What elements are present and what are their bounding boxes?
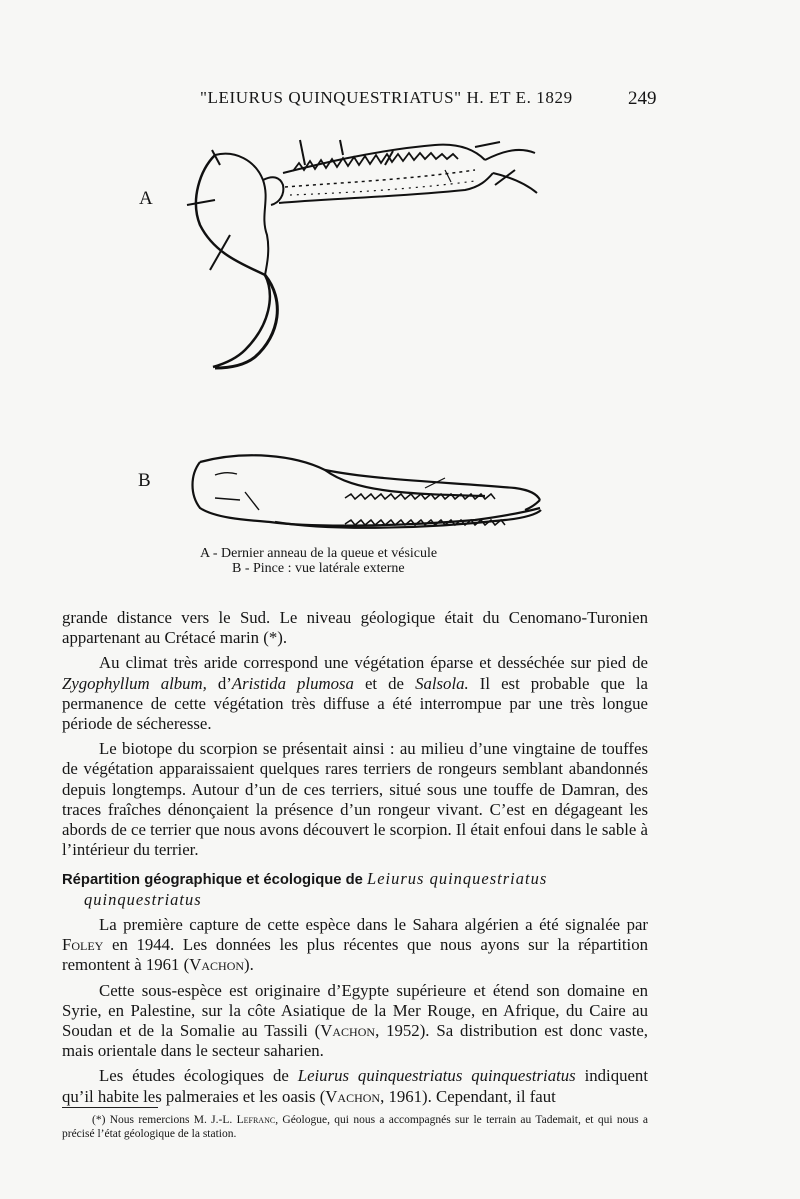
running-title: "LEIURUS QUINQUESTRIATUS" H. ET E. 1829 xyxy=(200,88,573,107)
section-heading xyxy=(62,869,662,910)
figure-label-b: B xyxy=(138,470,151,491)
taxon-aristida: Aristida plumosa xyxy=(231,673,354,693)
section-heading-bold: Répartition géographique et écologique de xyxy=(62,872,363,888)
author-foley: Foley xyxy=(62,935,104,955)
figure-caption xyxy=(200,546,550,576)
taxon-salsola: Salsola. xyxy=(415,673,469,693)
paragraph-first-capture: La première capture de cette espèce dans le Sahara algérien a été signalée par Foley en 1944. Les données les plus récentes que nous ayons sur la répartition remontent à 1961 (Vachon). xyxy=(62,915,648,975)
figure-b-pincer-drawing xyxy=(185,450,545,540)
paragraph-continuation: grande distance vers le Sud. Le niveau géologique était du Cenomano-Turonien appartenant au Crétacé marin (*). xyxy=(62,608,648,648)
footnote: (*) Nous remercions M. J.-L. Lefranc, Géologue, qui nous a accompagnés sur le terrain au Tademait, et qui nous a précisé l’état géologique de la station. xyxy=(62,1114,648,1140)
running-head xyxy=(0,88,800,118)
page-number: 249 xyxy=(628,88,657,109)
taxon-zygophyllum: Zygophyllum album, xyxy=(62,673,207,693)
paragraph-vegetation: Au climat très aride correspond une végétation éparse et desséchée sur pied de Zygophyllum album, d’Aristida plumosa et de Salsola. Il est probable que la permanence de cette végétation très diffuse a été interrompue par une très longue période de sécheresse. xyxy=(62,653,648,734)
author-vachon: Vachon xyxy=(189,955,245,975)
body-text-distribution xyxy=(62,915,648,1112)
footnote-name: Lefranc xyxy=(236,1114,276,1126)
paragraph-biotope: Le biotope du scorpion se présentait ainsi : au milieu d’une vingtaine de touffes de végétation apparaissaient quelques rares terriers de rongeurs semblant abandonnés depuis longtemps. Autour d’un de ces terriers, situé sous une touffe de Damran, des traces fraîches dénonçaient la présence d’un rongeur vivant. C’est en dégageant les abords de ce terrier que nous avons découvert le scorpion. Il était enfoui dans le sable à l’intérieur du terrier. xyxy=(62,739,648,860)
footnote-divider xyxy=(62,1107,158,1108)
body-text-biotope xyxy=(62,608,648,865)
author-vachon: Vachon xyxy=(320,1021,376,1041)
figure-a-tail-segment-drawing xyxy=(175,125,545,370)
author-vachon: Vachon xyxy=(325,1086,381,1106)
figure-label-a: A xyxy=(139,188,153,209)
paragraph-ecology: Les études écologiques de Leiurus quinquestriatus quinquestriatus indiquent qu’il habite les palmeraies et les oasis (Vachon, 1961). Cependant, il faut xyxy=(62,1066,648,1106)
caption-a: A - Dernier anneau de la queue et vésicule xyxy=(200,546,438,561)
taxon-leiurus: Leiurus quinquestriatus quinquestriatus xyxy=(297,1066,576,1086)
section-heading-subspecies: quinquestriatus xyxy=(84,890,202,909)
caption-b: B - Pince : vue latérale externe xyxy=(232,561,405,576)
section-heading-taxon: Leiurus quinquestriatus xyxy=(367,869,548,888)
paragraph-origin: Cette sous-espèce est originaire d’Egypte supérieure et étend son domaine en Syrie, en Palestine, sur la côte Asiatique de la Mer Rouge, en Afrique, du Caire au Soudan et de la Somalie au Tassili (Vachon, 1952). Sa distribution est donc vaste, mais orientale dans le secteur saharien. xyxy=(62,980,648,1061)
